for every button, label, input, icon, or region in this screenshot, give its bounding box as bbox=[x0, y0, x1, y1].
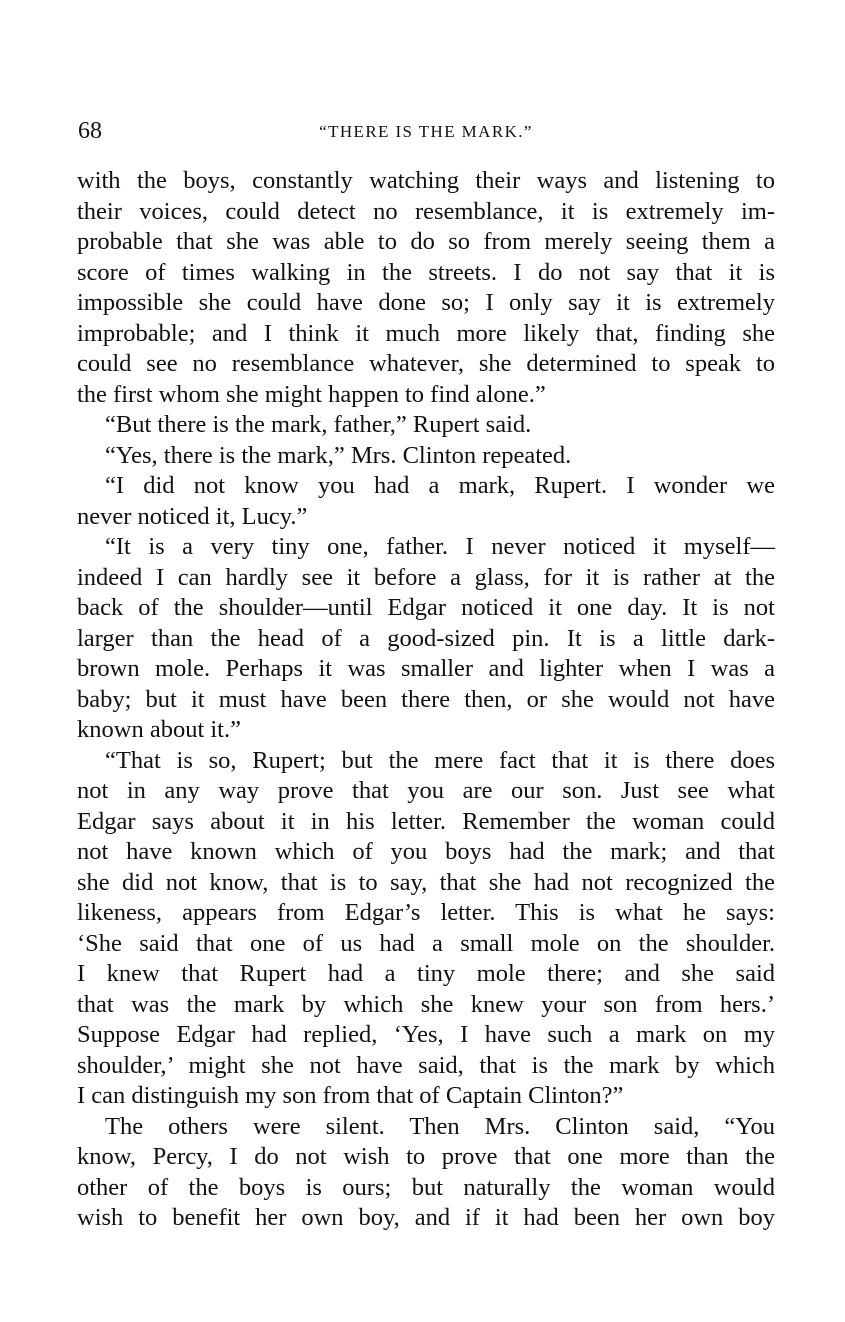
text-line: improbable; and I think it much more likely that, finding she bbox=[77, 319, 775, 347]
text-line: Suppose Edgar had replied, ‘Yes, I have such a mark on my bbox=[77, 1021, 775, 1048]
text-line: other of the boys is ours; but naturally the woman would bbox=[77, 1173, 775, 1201]
text-line: know, Percy, I do not wish to prove that one more than the bbox=[77, 1143, 775, 1170]
text-line: “But there is the mark, father,” Rupert said. bbox=[105, 411, 532, 438]
text-line: known about it.” bbox=[77, 716, 241, 743]
text-line: “I did not know you had a mark, Rupert. I wonder we bbox=[105, 472, 775, 499]
text-line: not in any way prove that you are our son. Just see what bbox=[77, 777, 775, 804]
text-line: their voices, could detect no resemblance, it is extremely im- bbox=[77, 197, 775, 225]
text-line: with the boys, constantly watching their ways and listening to bbox=[77, 167, 775, 194]
text-line: brown mole. Perhaps it was smaller and lighter when I was a bbox=[77, 655, 775, 682]
text-line: score of times walking in the streets. I do not say that it is bbox=[77, 258, 775, 286]
text-line: impossible she could have done so; I only say it is extremely bbox=[77, 289, 775, 316]
text-line: larger than the head of a good-sized pin. It is a little dark- bbox=[77, 624, 775, 652]
text-line: ‘She said that one of us had a small mole on the shoulder. bbox=[77, 929, 775, 957]
text-line: wish to benefit her own boy, and if it had been her own boy bbox=[77, 1204, 775, 1231]
text-line: I knew that Rupert had a tiny mole there; and she said bbox=[77, 960, 775, 987]
text-line: the first whom she might happen to find alone.” bbox=[77, 380, 546, 408]
page-number: 68 bbox=[78, 118, 102, 144]
text-line: “Yes, there is the mark,” Mrs. Clinton repeated. bbox=[105, 441, 572, 469]
text-line: she did not know, that is to say, that she had not recognized the bbox=[77, 868, 775, 896]
text-line: “That is so, Rupert; but the mere fact that it is there does bbox=[105, 746, 775, 774]
text-line: that was the mark by which she knew your son from hers.’ bbox=[77, 990, 775, 1018]
text-line: never noticed it, Lucy.” bbox=[77, 502, 308, 530]
running-head: “THERE IS THE MARK.” bbox=[319, 122, 533, 141]
text-line: could see no resemblance whatever, she determined to speak to bbox=[77, 350, 775, 377]
text-line: The others were silent. Then Mrs. Clinton said, “You bbox=[105, 1112, 775, 1140]
text-line: Edgar says about it in his letter. Remember the woman could bbox=[77, 807, 775, 835]
text-line: probable that she was able to do so from merely seeing them a bbox=[77, 228, 775, 255]
text-line: indeed I can hardly see it before a glass, for it is rather at the bbox=[77, 563, 775, 591]
text-line: I can distinguish my son from that of Captain Clinton?” bbox=[77, 1082, 624, 1109]
page-header bbox=[78, 116, 774, 148]
text-line: “It is a very tiny one, father. I never noticed it myself— bbox=[105, 533, 775, 560]
text-line: back of the shoulder—until Edgar noticed it one day. It is not bbox=[77, 594, 775, 621]
text-line: not have known which of you boys had the mark; and that bbox=[77, 838, 775, 865]
text-line: likeness, appears from Edgar’s letter. This is what he says: bbox=[77, 899, 775, 926]
text-line: shoulder,’ might she not have said, that is the mark by which bbox=[77, 1051, 775, 1079]
text-line: baby; but it must have been there then, or she would not have bbox=[77, 685, 775, 713]
body-text bbox=[77, 166, 775, 1234]
